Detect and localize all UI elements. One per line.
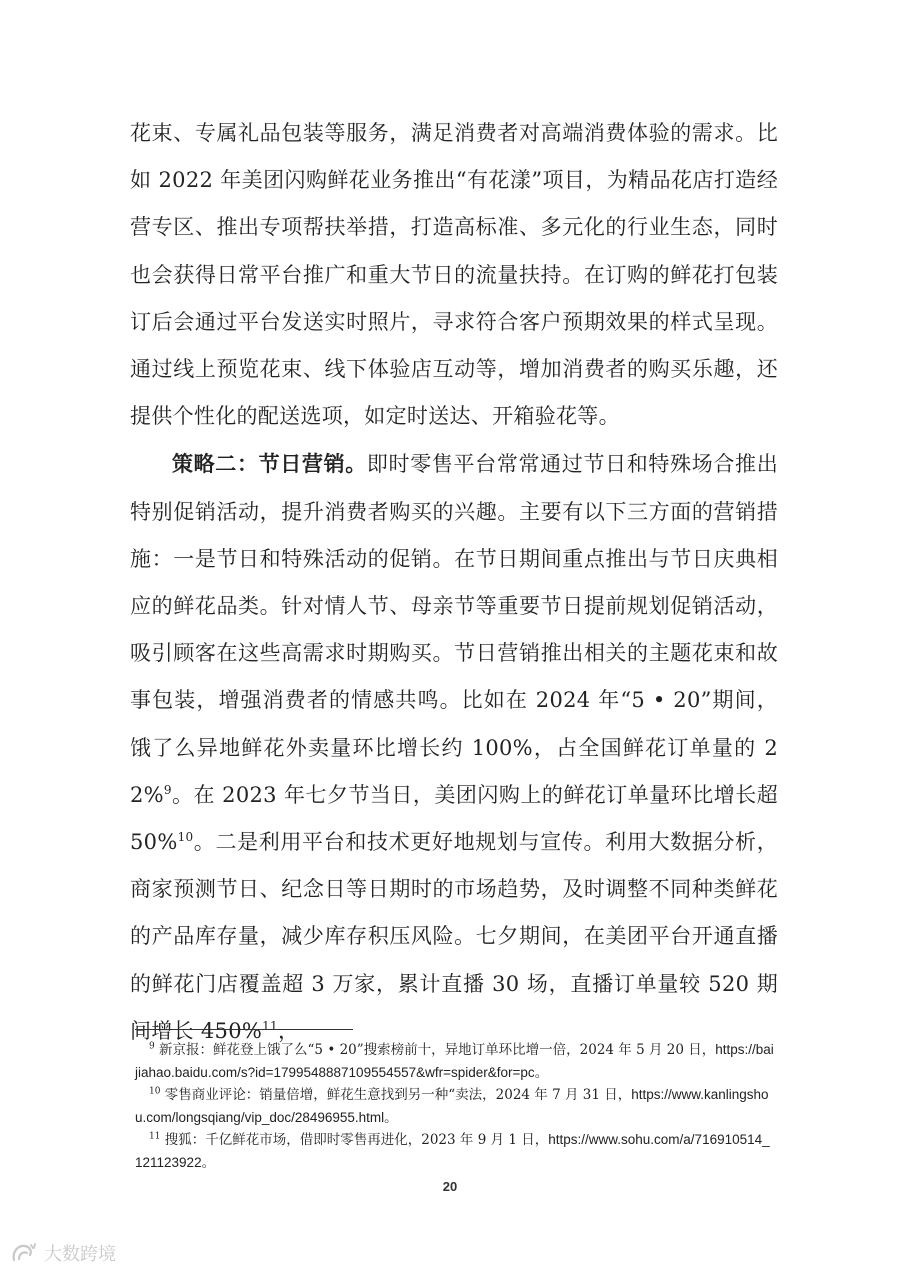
brand-logo-icon bbox=[10, 1242, 38, 1264]
footnote-tail: 。 bbox=[201, 1154, 216, 1171]
footnote-divider bbox=[135, 1029, 353, 1030]
paragraph bbox=[130, 440, 778, 1055]
footnote bbox=[135, 1084, 775, 1129]
body-text bbox=[130, 110, 778, 1055]
watermark-text: 大数跨境 bbox=[44, 1244, 116, 1265]
paragraph-text: 。二是利用平台和技术更好地规划与宣传。利用大数据分析，商家预测节日、纪念日等日期时的市场趋势，及时调整不同种类鲜花的产品库存量，减少库存积压风险。七夕期间，在美团平台开通直播的鲜花门店覆盖超 3 万家，累计直播 30 场，直播订单量较 520 期间增长 450% bbox=[130, 830, 778, 1043]
footnote-text: 零售商业评论：销量倍增，鲜花生意找到另一种“卖法，2024 年 7 月 31 日， bbox=[164, 1087, 632, 1103]
footnote-text: 搜狐：千亿鲜花市场，借即时零售再进化，2023 年 9 月 1 日， bbox=[164, 1132, 549, 1148]
footnote-tail: 。 bbox=[384, 1109, 398, 1126]
footnote-reference: 11 bbox=[262, 1018, 278, 1033]
footnote bbox=[135, 1039, 775, 1084]
paragraph-text: 即时零售平台常常通过节日和特殊场合推出特别促销活动，提升消费者购买的兴趣。主要有以下三方面的营销措施：一是节日和特殊活动的促销。在节日期间重点推出与节日庆典相应的鲜花品类。针对情人节、母亲节等重要节日提前规划促销活动，吸引顾客在这些高需求时期购买。节日营销推出相关的主题花束和故事包装，增强消费者的情感共鸣。比如在 2024 年“5 • 20”期间，饿了么异地鲜花外卖量环比增长约 100%，占全国鲜花订单量的 22% bbox=[130, 452, 779, 807]
footnote-reference: 10 bbox=[177, 830, 194, 845]
footnote-mark: 11 bbox=[149, 1131, 161, 1142]
section-heading: 策略二：节日营销。 bbox=[172, 451, 367, 477]
footnote-url[interactable]: https://baijiahao.baidu.com/s?id=1799548887109554557&wfr=spider&for=pc bbox=[135, 1042, 774, 1080]
footnote-mark: 9 bbox=[149, 1041, 155, 1052]
watermark bbox=[10, 1240, 116, 1266]
footnotes bbox=[135, 1039, 775, 1174]
page-number: 20 bbox=[442, 1179, 458, 1194]
footnote-mark: 10 bbox=[149, 1086, 161, 1097]
footnote-text: 新京报：鲜花登上饿了么“5 • 20”搜索榜前十，异地订单环比增一倍，2024 年 5 月 20 日， bbox=[159, 1042, 716, 1058]
paragraph-text: 花束、专属礼品包装等服务，满足消费者对高端消费体验的需求。比如 2022 年美团闪购鲜花业务推出“有花漾”项目，为精品花店打造经营专区、推出专项帮扶举措，打造高标准、多元化的行业生态，同时也会获得日常平台推广和重大节日的流量扶持。在订购的鲜花打包装订后会通过平台发送实时照片，寻求符合客户预期效果的样式呈现。通过线上预览花束、线下体验店互动等，增加消费者的购买乐趣，还提供个性化的配送选项，如定时送达、开箱验花等。 bbox=[130, 121, 778, 429]
footnote bbox=[135, 1129, 775, 1174]
paragraph-text: 。在 2023 年七夕节当日，美团闪购上的鲜花订单量环比增长超 50% bbox=[130, 782, 778, 855]
footnote-tail: 。 bbox=[534, 1064, 549, 1081]
footnote-reference: 9 bbox=[163, 782, 172, 797]
footnote-url[interactable]: https://www.kanlingshou.com/longsqiang/vip_doc/28496955.html bbox=[135, 1087, 769, 1125]
paragraph-text: ， bbox=[278, 1018, 300, 1043]
footnote-url[interactable]: https://www.sohu.com/a/716910514_121123922 bbox=[135, 1132, 770, 1170]
paragraph bbox=[130, 110, 778, 440]
